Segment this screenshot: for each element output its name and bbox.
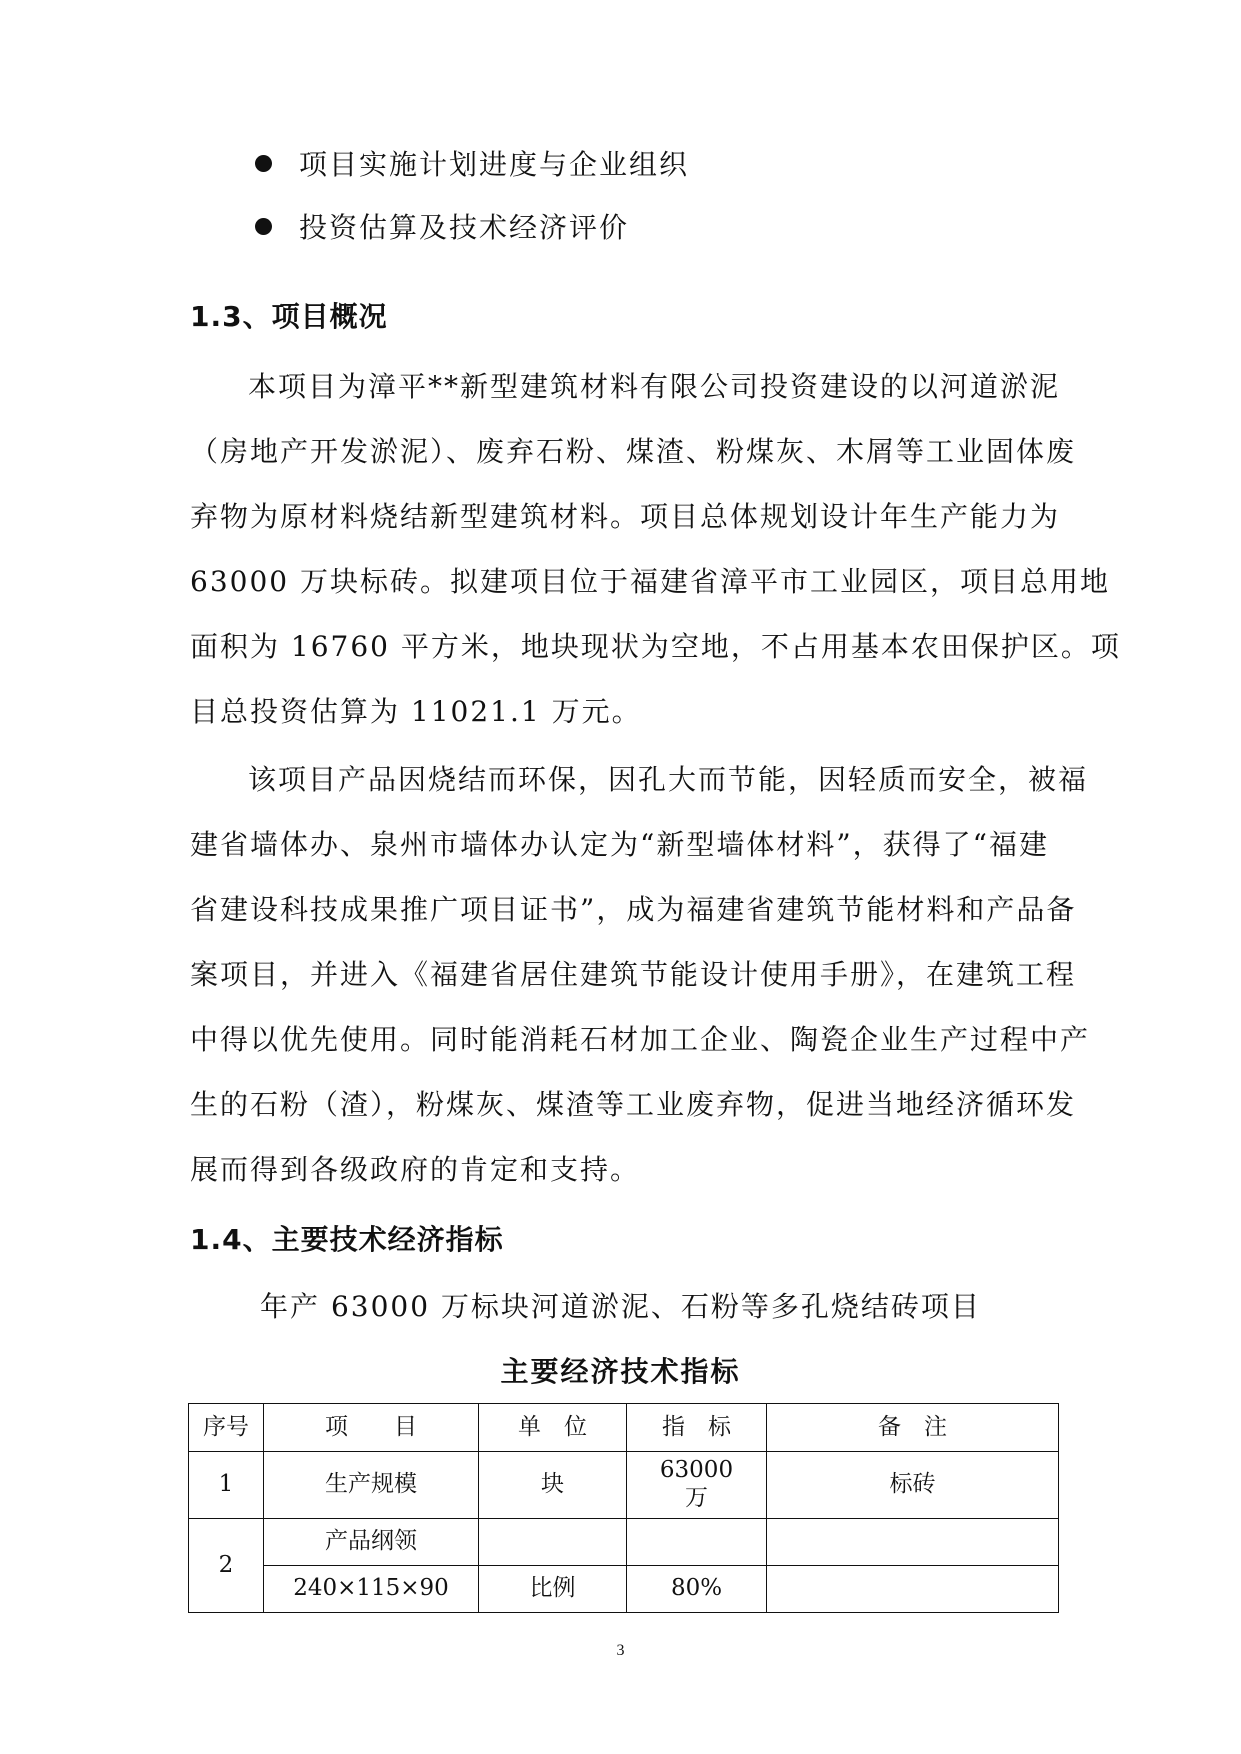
paragraph-line: 63000 万块标砖。拟建项目位于福建省漳平市工业园区，项目总用地 (190, 565, 1110, 598)
cell-unit (479, 1519, 627, 1566)
paragraph-line: 生的石粉（渣），粉煤灰、煤渣等工业废弃物，促进当地经济循环发 (190, 1088, 1077, 1121)
bullet-dot-icon (255, 155, 272, 172)
cell-indicator-line: 万 (685, 1485, 708, 1511)
metrics-table (188, 1403, 1059, 1613)
cell-indicator: 80% (627, 1566, 767, 1613)
cell-unit: 比例 (479, 1566, 627, 1613)
table-title: 主要经济技术指标 (500, 1355, 741, 1388)
header-cell-remark: 备 注 (767, 1404, 1059, 1452)
bullet-dot-icon (255, 218, 272, 235)
section-heading-1-4: 1.4、主要技术经济指标 (190, 1223, 504, 1256)
table-header-row (189, 1404, 1059, 1452)
cell-unit: 块 (479, 1452, 627, 1519)
cell-remark (767, 1566, 1059, 1613)
table-row (189, 1519, 1059, 1566)
header-cell-unit: 单 位 (479, 1404, 627, 1452)
paragraph-line: 弃物为原材料烧结新型建筑材料。项目总体规划设计年生产能力为 (190, 500, 1061, 533)
header-cell-no: 序号 (189, 1404, 264, 1452)
section-heading-1-3: 1.3、项目概况 (190, 300, 388, 333)
paragraph-line: 该项目产品因烧结而环保，因孔大而节能，因轻质而安全，被福 (248, 763, 1089, 796)
bullet-item (255, 143, 689, 183)
bullet-item (255, 206, 629, 246)
paragraph-line: 本项目为漳平**新型建筑材料有限公司投资建设的以河道淤泥 (248, 370, 1061, 403)
page-number: 3 (616, 1642, 625, 1659)
paragraph-line: （房地产开发淤泥）、废弃石粉、煤渣、粉煤灰、木屑等工业固体废 (190, 435, 1077, 468)
paragraph-line: 建省墙体办、泉州市墙体办认定为“新型墙体材料”，获得了“福建 (190, 828, 1049, 861)
bullet-text: 投资估算及技术经济评价 (299, 211, 630, 244)
paragraph-line: 展而得到各级政府的肯定和支持。 (190, 1153, 641, 1186)
bullet-text: 项目实施计划进度与企业组织 (299, 148, 690, 181)
cell-indicator (627, 1519, 767, 1566)
paragraph-line: 目总投资估算为 11021.1 万元。 (190, 695, 642, 728)
cell-item: 产品纲领 (264, 1519, 479, 1566)
header-cell-indicator: 指 标 (627, 1404, 767, 1452)
cell-no: 2 (189, 1519, 264, 1613)
cell-no: 1 (189, 1452, 264, 1519)
table-row (189, 1566, 1059, 1613)
header-cell-item: 项 目 (264, 1404, 479, 1452)
table-caption: 年产 63000 万标块河道淤泥、石粉等多孔烧结砖项目 (260, 1290, 981, 1323)
cell-remark: 标砖 (767, 1452, 1059, 1519)
cell-indicator-line: 63000 (659, 1457, 734, 1484)
cell-item: 生产规模 (264, 1452, 479, 1519)
cell-indicator (627, 1452, 767, 1519)
paragraph-line: 省建设科技成果推广项目证书”，成为福建省建筑节能材料和产品备 (190, 893, 1077, 926)
cell-remark (767, 1519, 1059, 1566)
paragraph-line: 中得以优先使用。同时能消耗石材加工企业、陶瓷企业生产过程中产 (190, 1023, 1091, 1056)
paragraph-line: 面积为 16760 平方米，地块现状为空地，不占用基本农田保护区。项 (190, 630, 1121, 663)
paragraph-line: 案项目，并进入《福建省居住建筑节能设计使用手册》，在建筑工程 (190, 958, 1077, 991)
table-row (189, 1452, 1059, 1519)
cell-item: 240×115×90 (264, 1566, 479, 1613)
